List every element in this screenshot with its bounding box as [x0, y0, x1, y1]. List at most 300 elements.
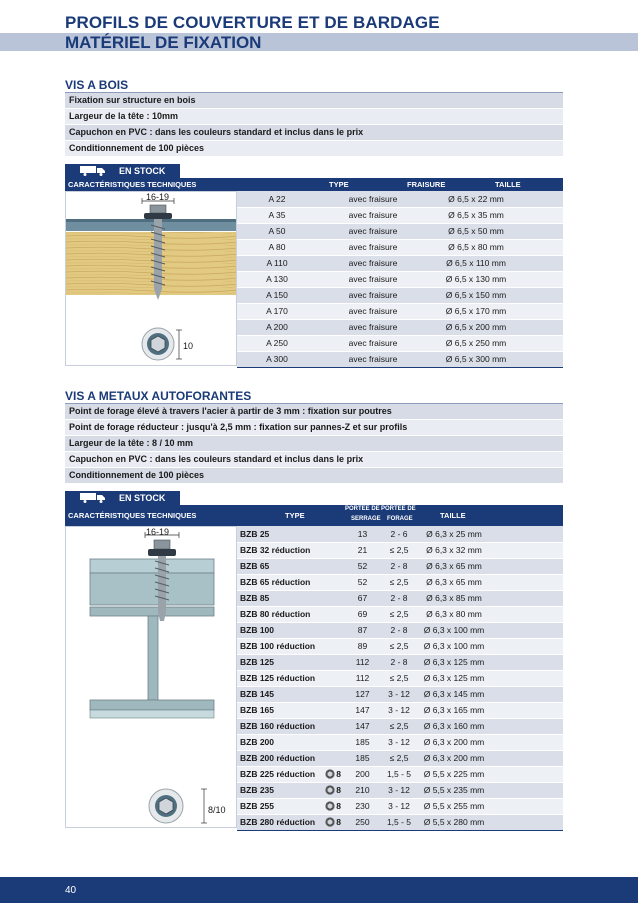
cell-serrage-text: 13	[357, 528, 368, 539]
cell-type-text: A 130	[266, 274, 288, 284]
cell-taille	[417, 654, 491, 670]
washer-size-badge	[325, 769, 341, 779]
cell-filler	[491, 686, 563, 702]
cell-forage	[381, 574, 417, 590]
cell-type-text: BZB 145	[240, 689, 275, 699]
table-row	[237, 255, 563, 271]
table-rule	[237, 367, 563, 368]
cell-fraisure-text: avec fraisure	[348, 306, 398, 316]
cell-taille	[417, 526, 491, 542]
table-row	[237, 590, 563, 606]
cell-taille-text: Ø 6,3 x 85 mm	[426, 593, 482, 603]
cell-forage-text: ≤ 2,5	[389, 673, 409, 683]
cell-serrage	[344, 622, 381, 638]
spec-list-vis-metal	[65, 404, 563, 484]
cell-type-text: A 35	[268, 210, 286, 220]
cell-serrage	[344, 766, 381, 782]
cell-forage	[381, 750, 417, 766]
table-row	[237, 207, 563, 223]
cell-type-text: BZB 100	[240, 625, 275, 635]
washer-dimension-label: 8/10	[208, 805, 226, 815]
cell-type-text: BZB 65	[240, 561, 270, 571]
cell-forage-text: 2 - 8	[390, 657, 408, 667]
cell-taille-text: Ø 6,3 x 100 mm	[423, 625, 485, 635]
spec-row: Capuchon en PVC : dans les couleurs standard et inclus dans le prix	[65, 125, 563, 141]
header-type: TYPE	[285, 511, 305, 520]
cell-serrage-text: 210	[355, 785, 370, 795]
cell-serrage-text: 87	[357, 625, 368, 635]
cell-forage-text: ≤ 2,5	[389, 721, 409, 731]
metal-screw-illustration	[65, 526, 237, 828]
cell-serrage-text: 200	[355, 769, 370, 779]
cell-type	[237, 702, 344, 718]
table-row	[237, 191, 563, 207]
cell-forage	[381, 670, 417, 686]
washer-size-text: 8	[336, 801, 341, 811]
table-row	[237, 654, 563, 670]
cell-forage-text: 1,5 - 5	[386, 817, 412, 827]
cell-serrage-text: 127	[355, 689, 370, 699]
cell-type	[237, 718, 344, 734]
cell-type-text: BZB 125	[240, 657, 275, 667]
washer-size-text: 8	[336, 769, 341, 779]
cell-taille	[417, 686, 491, 702]
washer-size-badge	[325, 801, 341, 811]
cell-fraisure-text: avec fraisure	[348, 290, 398, 300]
cell-type-text: A 110	[266, 258, 288, 268]
cell-taille	[417, 734, 491, 750]
cell-forage	[381, 702, 417, 718]
cell-type	[237, 223, 317, 239]
spec-list-vis-bois	[65, 93, 563, 157]
cell-fraisure-text: avec fraisure	[348, 274, 398, 284]
cell-taille-text: Ø 6,3 x 80 mm	[426, 609, 482, 619]
cell-filler	[491, 526, 563, 542]
cell-taille-text: Ø 6,5 x 110 mm	[446, 258, 506, 268]
page-subtitle: MATÉRIEL DE FIXATION	[65, 33, 262, 52]
table-vis-bois	[237, 191, 563, 368]
wood-screw-drawing	[66, 192, 237, 366]
cell-forage	[381, 606, 417, 622]
cell-type	[237, 766, 344, 782]
cell-serrage-text: 52	[357, 561, 368, 571]
cell-filler	[491, 718, 563, 734]
page-number: 40	[65, 885, 77, 896]
cell-serrage	[344, 734, 381, 750]
cell-forage	[381, 654, 417, 670]
table-body-vis-bois	[237, 191, 563, 367]
cell-serrage	[344, 558, 381, 574]
cell-taille	[417, 622, 491, 638]
cell-type-text: BZB 125 réduction	[240, 673, 316, 683]
cell-serrage-text: 52	[357, 577, 368, 587]
stock-label: EN STOCK	[119, 166, 166, 176]
table-row	[237, 670, 563, 686]
cell-type-text: A 170	[266, 306, 288, 316]
cell-serrage	[344, 574, 381, 590]
header-carac: CARACTÉRISTIQUES TECHNIQUES	[68, 180, 197, 189]
cell-type-text: BZB 200	[240, 737, 275, 747]
cell-forage-text: ≤ 2,5	[389, 577, 409, 587]
cell-taille-text: Ø 6,5 x 80 mm	[448, 242, 504, 252]
cell-taille	[429, 255, 523, 271]
cell-forage	[381, 766, 417, 782]
cell-serrage-text: 67	[357, 593, 368, 603]
cell-type	[237, 239, 317, 255]
wood-screw-illustration	[65, 191, 237, 366]
page-title: PROFILS DE COUVERTURE ET DE BARDAGE	[65, 13, 440, 32]
cell-serrage	[344, 654, 381, 670]
cell-forage-text: ≤ 2,5	[389, 545, 409, 555]
cell-filler	[523, 303, 563, 319]
washer-icon	[325, 801, 335, 811]
cell-filler	[491, 606, 563, 622]
table-row	[237, 542, 563, 558]
cell-taille	[417, 638, 491, 654]
cell-serrage-text: 112	[355, 673, 370, 683]
cell-taille-text: Ø 6,3 x 125 mm	[423, 657, 485, 667]
table-body-vis-metal	[237, 526, 563, 830]
cell-fraisure	[317, 271, 429, 287]
cell-forage	[381, 798, 417, 814]
washer-size-text: 8	[336, 817, 341, 827]
cell-serrage	[344, 670, 381, 686]
section-title-vis-bois: VIS A BOIS	[65, 78, 129, 92]
cell-taille	[417, 750, 491, 766]
cell-type	[237, 558, 344, 574]
cell-type-text: A 300	[266, 354, 288, 364]
cell-type-text: BZB 255	[240, 801, 275, 811]
table-row	[237, 335, 563, 351]
cell-taille-text: Ø 6,5 x 130 mm	[445, 274, 507, 284]
table-vis-metal	[237, 526, 563, 831]
cell-filler	[491, 670, 563, 686]
table-row	[237, 750, 563, 766]
cell-filler	[491, 638, 563, 654]
cell-forage-text: ≤ 2,5	[389, 641, 409, 651]
cell-forage	[381, 622, 417, 638]
cell-type-text: A 200	[266, 322, 288, 332]
cell-filler	[491, 782, 563, 798]
cell-taille-text: Ø 6,3 x 145 mm	[423, 689, 485, 699]
cell-serrage	[344, 686, 381, 702]
head-dimension-label: 16-19	[146, 527, 170, 537]
table-row	[237, 702, 563, 718]
cell-taille-text: Ø 6,5 x 35 mm	[448, 210, 504, 220]
cell-filler	[523, 223, 563, 239]
cell-type	[237, 734, 344, 750]
cell-fraisure	[317, 319, 429, 335]
cell-serrage-text: 21	[357, 545, 368, 555]
cell-filler	[491, 622, 563, 638]
page-footer	[0, 877, 638, 903]
cell-fraisure	[317, 303, 429, 319]
cell-type-text: A 80	[268, 242, 286, 252]
spec-row: Fixation sur structure en bois	[65, 93, 563, 109]
cell-taille-text: Ø 5,5 x 280 mm	[423, 817, 485, 827]
table-row	[237, 351, 563, 367]
metal-screw-drawing	[66, 527, 237, 828]
cell-serrage-text: 147	[355, 705, 370, 715]
washer-icon	[325, 785, 335, 795]
section-title-vis-metal: VIS A METAUX AUTOFORANTES	[65, 389, 252, 403]
cell-type	[237, 686, 344, 702]
table-row	[237, 622, 563, 638]
cell-taille-text: Ø 6,3 x 65 mm	[426, 561, 482, 571]
cell-fraisure	[317, 191, 429, 207]
cell-forage-text: ≤ 2,5	[389, 609, 409, 619]
cell-serrage	[344, 782, 381, 798]
cell-type-text: BZB 25	[240, 528, 270, 539]
cell-taille	[429, 351, 523, 367]
cell-serrage	[344, 638, 381, 654]
cell-taille-text: Ø 6,3 x 25 mm	[426, 528, 482, 539]
cell-type	[237, 590, 344, 606]
cell-taille-text: Ø 6,3 x 125 mm	[423, 673, 485, 683]
cell-type	[237, 303, 317, 319]
cell-forage	[381, 542, 417, 558]
cell-forage	[381, 526, 417, 542]
cell-type	[237, 351, 317, 367]
cell-forage	[381, 734, 417, 750]
cell-taille-text: Ø 6,3 x 200 mm	[423, 753, 485, 763]
cell-filler	[523, 255, 563, 271]
cell-taille	[417, 670, 491, 686]
cell-type-text: BZB 280 réduction	[240, 817, 316, 827]
cell-taille	[417, 558, 491, 574]
cell-fraisure	[317, 335, 429, 351]
cell-type-text: BZB 225 réduction	[240, 769, 316, 779]
page-header	[0, 0, 638, 52]
table-row	[237, 718, 563, 734]
cell-type-text: A 150	[266, 290, 288, 300]
washer-dimension-label: 10	[183, 341, 194, 351]
cell-type-text: A 250	[266, 338, 288, 348]
cell-type-text: A 22	[268, 193, 286, 204]
cell-fraisure	[317, 239, 429, 255]
cell-forage-text: ≤ 2,5	[389, 753, 409, 763]
cell-type-text: BZB 100 réduction	[240, 641, 316, 651]
washer-size-badge	[325, 817, 341, 827]
cell-type	[237, 670, 344, 686]
cell-serrage	[344, 718, 381, 734]
table-row	[237, 223, 563, 239]
cell-type	[237, 542, 344, 558]
cell-fraisure-text: avec fraisure	[348, 242, 398, 252]
cell-forage	[381, 638, 417, 654]
cell-filler	[491, 590, 563, 606]
cell-serrage	[344, 814, 381, 830]
cell-serrage	[344, 606, 381, 622]
cell-forage-text: 3 - 12	[388, 801, 410, 811]
cell-forage	[381, 590, 417, 606]
cell-serrage-text: 89	[357, 641, 368, 651]
cell-filler	[491, 654, 563, 670]
cell-fraisure-text: avec fraisure	[348, 226, 398, 236]
cell-type	[237, 606, 344, 622]
cell-type	[237, 654, 344, 670]
cell-taille-text: Ø 6,3 x 100 mm	[423, 641, 485, 651]
table-row	[237, 303, 563, 319]
table-row	[237, 638, 563, 654]
cell-serrage-text: 69	[357, 609, 368, 619]
cell-type	[237, 798, 344, 814]
cell-taille-text: Ø 6,5 x 250 mm	[445, 338, 507, 348]
cell-taille	[417, 766, 491, 782]
cell-type	[237, 782, 344, 798]
spec-row: Capuchon en PVC : dans les couleurs standard et inclus dans le prix	[65, 452, 563, 468]
table-row	[237, 271, 563, 287]
cell-fraisure	[317, 207, 429, 223]
cell-taille	[417, 590, 491, 606]
spec-row: Largeur de la tête : 10mm	[65, 109, 563, 125]
cell-filler	[523, 239, 563, 255]
cell-serrage	[344, 542, 381, 558]
cell-type-text: BZB 160 réduction	[240, 721, 316, 731]
cell-taille	[417, 702, 491, 718]
cell-taille-text: Ø 6,3 x 200 mm	[423, 737, 485, 747]
cell-type	[237, 814, 344, 830]
cell-type-text: BZB 165	[240, 705, 275, 715]
cell-type-text: BZB 65 réduction	[240, 577, 311, 587]
spec-row: Conditionnement de 100 pièces	[65, 468, 563, 484]
table-row	[237, 239, 563, 255]
cell-serrage	[344, 526, 381, 542]
cell-filler	[523, 351, 563, 367]
cell-serrage-text: 185	[355, 753, 370, 763]
header-forage-2: FORAGE	[387, 516, 413, 522]
cell-taille-text: Ø 6,3 x 32 mm	[426, 545, 482, 555]
cell-taille-text: Ø 6,5 x 22 mm	[448, 193, 504, 204]
cell-fraisure-text: avec fraisure	[348, 322, 398, 332]
cell-type	[237, 207, 317, 223]
spec-row: Conditionnement de 100 pièces	[65, 141, 563, 157]
cell-taille-text: Ø 5,5 x 225 mm	[423, 769, 485, 779]
cell-fraisure-text: avec fraisure	[348, 354, 398, 364]
cell-forage-text: 2 - 8	[390, 593, 408, 603]
cell-filler	[523, 319, 563, 335]
header-serrage-2: SERRAGE	[351, 516, 381, 522]
table-row	[237, 686, 563, 702]
table-row	[237, 319, 563, 335]
cell-fraisure	[317, 223, 429, 239]
cell-fraisure-text: avec fraisure	[348, 193, 398, 204]
table-row	[237, 287, 563, 303]
cell-type	[237, 191, 317, 207]
cell-forage-text: 2 - 8	[390, 561, 408, 571]
cell-taille	[417, 782, 491, 798]
cell-type	[237, 335, 317, 351]
cell-fraisure	[317, 255, 429, 271]
cell-type	[237, 638, 344, 654]
cell-taille	[429, 319, 523, 335]
header-taille: TAILLE	[440, 511, 466, 520]
cell-serrage-text: 185	[355, 737, 370, 747]
cell-type-text: BZB 235	[240, 785, 275, 795]
cell-forage-text: 1,5 - 5	[386, 769, 412, 779]
header-fraisure: FRAISURE	[407, 180, 446, 189]
washer-icon	[325, 817, 335, 827]
cell-taille	[429, 239, 523, 255]
cell-forage-text: 2 - 6	[390, 528, 408, 539]
cell-taille	[429, 335, 523, 351]
head-dimension-label: 16-19	[146, 192, 170, 202]
spec-row: Largeur de la tête : 8 / 10 mm	[65, 436, 563, 452]
cell-taille-text: Ø 5,5 x 235 mm	[423, 785, 485, 795]
cell-forage	[381, 718, 417, 734]
cell-taille-text: Ø 6,5 x 50 mm	[448, 226, 504, 236]
table-row	[237, 574, 563, 590]
truck-icon	[80, 166, 106, 176]
cell-type	[237, 287, 317, 303]
cell-filler	[491, 814, 563, 830]
cell-taille	[429, 223, 523, 239]
cell-taille-text: Ø 6,5 x 170 mm	[445, 306, 507, 316]
cell-filler	[491, 574, 563, 590]
cell-serrage-text: 250	[355, 817, 370, 827]
cell-serrage	[344, 590, 381, 606]
cell-serrage	[344, 798, 381, 814]
table-header-vis-metal	[65, 505, 563, 526]
cell-type-text: BZB 200 réduction	[240, 753, 316, 763]
cell-serrage-text: 147	[355, 721, 370, 731]
cell-forage	[381, 558, 417, 574]
cell-filler	[491, 734, 563, 750]
cell-forage	[381, 782, 417, 798]
cell-taille-text: Ø 6,5 x 300 mm	[445, 354, 507, 364]
cell-taille	[429, 303, 523, 319]
washer-size-badge	[325, 785, 341, 795]
washer-size-text: 8	[336, 785, 341, 795]
cell-type-text: A 50	[268, 226, 286, 236]
cell-taille-text: Ø 6,5 x 150 mm	[445, 290, 507, 300]
stock-label: EN STOCK	[119, 493, 166, 503]
cell-fraisure-text: avec fraisure	[348, 258, 398, 268]
cell-fraisure	[317, 351, 429, 367]
cell-fraisure	[317, 287, 429, 303]
truck-icon	[80, 493, 106, 503]
cell-fraisure-text: avec fraisure	[348, 210, 398, 220]
cell-taille	[417, 606, 491, 622]
cell-serrage	[344, 750, 381, 766]
cell-type	[237, 750, 344, 766]
table-row	[237, 798, 563, 814]
spec-row: Point de forage élevé à travers l'acier à partir de 3 mm : fixation sur poutres	[65, 404, 563, 420]
cell-forage	[381, 686, 417, 702]
table-row	[237, 766, 563, 782]
table-row	[237, 782, 563, 798]
cell-type-text: BZB 32 réduction	[240, 545, 311, 555]
cell-taille	[429, 207, 523, 223]
table-row	[237, 558, 563, 574]
cell-taille	[417, 574, 491, 590]
cell-serrage	[344, 702, 381, 718]
cell-filler	[523, 207, 563, 223]
cell-filler	[491, 542, 563, 558]
cell-filler	[491, 558, 563, 574]
cell-type	[237, 574, 344, 590]
cell-forage-text: 3 - 12	[388, 785, 410, 795]
cell-type-text: BZB 80 réduction	[240, 609, 311, 619]
cell-type	[237, 319, 317, 335]
cell-filler	[491, 766, 563, 782]
cell-taille	[429, 191, 523, 207]
stock-badge	[65, 491, 180, 505]
table-rule	[237, 830, 563, 831]
cell-taille	[417, 798, 491, 814]
cell-taille-text: Ø 6,3 x 165 mm	[423, 705, 485, 715]
header-serrage-1: PORTEE DE	[345, 506, 380, 512]
